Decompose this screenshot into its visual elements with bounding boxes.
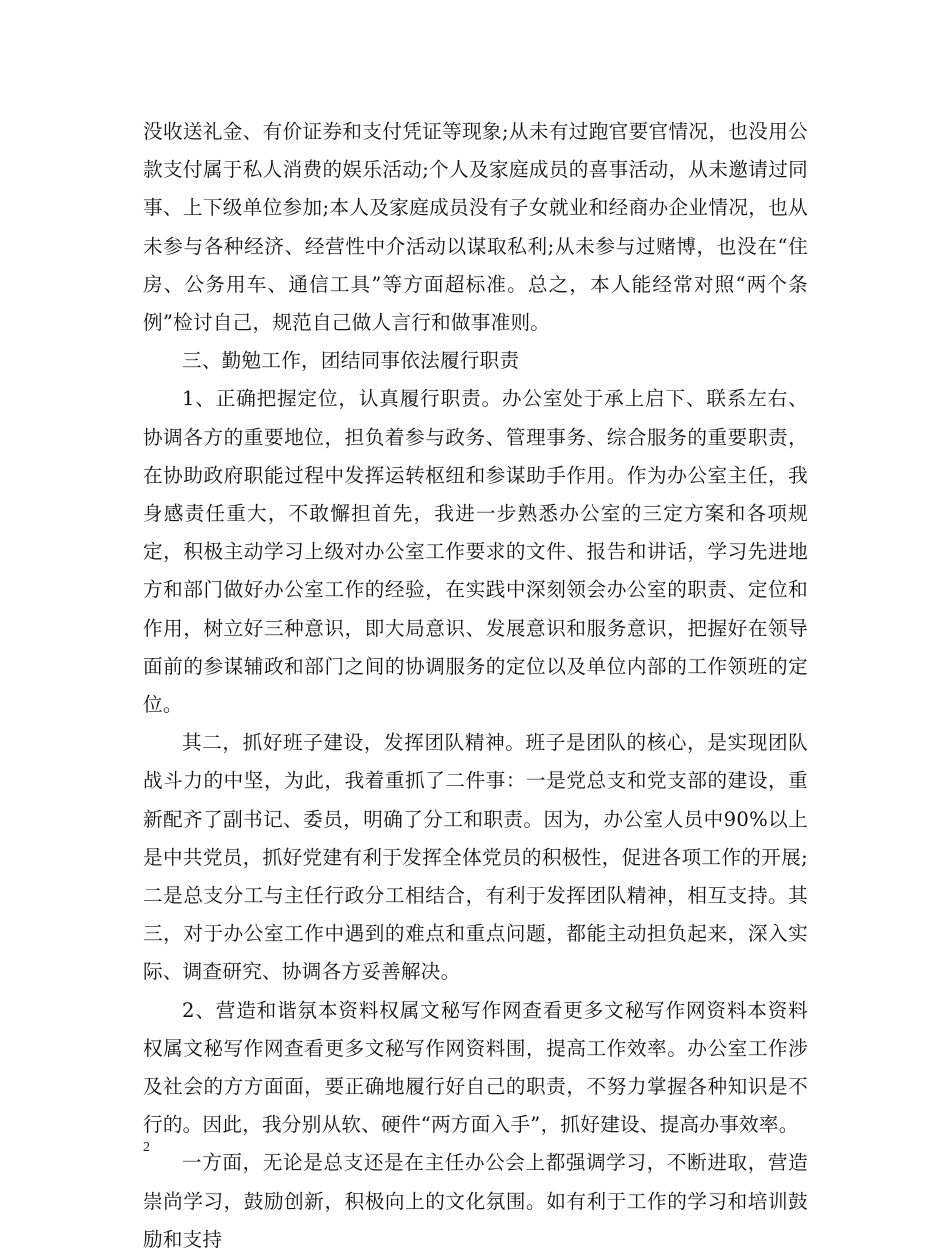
document-page — [143, 113, 808, 1259]
paragraph-integrity-self-review: 没收送礼金、有价证券和支付凭证等现象;从未有过跑官要官情况，也没用公款支付属于私人消费的娱乐活动;个人及家庭成员的喜事活动，从未邀请过同事、上下级单位参加;本人及家庭成员没有子女就业和经商办企业情况，也从未参与各种经济、经营性中介活动以谋取私利;从未参与过赌博，也没在“住房、公务用车、通信工具”等方面超标准。总之，本人能经常对照“两个条例”检讨自己，规范自己做人言行和做事准则。 — [143, 120, 808, 335]
paragraph-team-building: 其二，抓好班子建设，发挥团队精神。班子是团队的核心，是实现团队战斗力的中坚，为此，我着重抓了二件事：一是党总支和党支部的建设，重新配齐了副书记、委员，明确了分工和职责。因为，办公室人员中90%以上是中共党员，抓好党建有利于发挥全体党员的积极性，促进各项工作的开展;二是总支分工与主任行政分工相结合，有利于发挥团队精神，相互支持。其三，对于办公室工作中遇到的难点和重点问题，都能主动担负起来，深入实际、调查研究、协调各方妥善解决。 — [143, 731, 808, 984]
section-heading-diligent-work: 三、勤勉工作，团结同事依法履行职责 — [182, 349, 520, 373]
paragraph-harmonious-atmosphere: 2、营造和谐氛本资料权属文秘写作网查看更多文秘写作网资料本资料权属文秘写作网查看更多文秘写作网资料围，提高工作效率。办公室工作涉及社会的方方面面，要正确地履行好自己的职责，不努力掌握各种知识是不行的。因此，我分别从软、硬件“两方面入手”，抓好建设、提高办事效率。 — [143, 998, 808, 1137]
paragraph-correct-positioning: 1、正确把握定位，认真履行职责。办公室处于承上启下、联系左右、协调各方的重要地位，担负着参与政务、管理事务、综合服务的重要职责，在协助政府职能过程中发挥运转枢纽和参谋助手作用。作为办公室主任，我身感责任重大，不敢懈担首先，我进一步熟悉办公室的三定方案和各项规定，积极主动学习上级对办公室工作要求的文件、报告和讲话，学习先进地方和部门做好办公室工作的经验，在实践中深刻领会办公室的职责、定位和作用，树立好三种意识，即大局意识、发展意识和服务意识，把握好在领导面前的参谋辅政和部门之间的协调服务的定位以及单位内部的工作领班的定位。 — [143, 387, 808, 717]
paragraph-learning-culture: 一方面，无论是总支还是在主任办公会上都强调学习，不断进取，营造崇尚学习，鼓励创新，积极向上的文化氛围。如有利于工作的学习和培训鼓励和支持 — [143, 1151, 808, 1251]
page-number: 2 — [143, 1140, 150, 1155]
